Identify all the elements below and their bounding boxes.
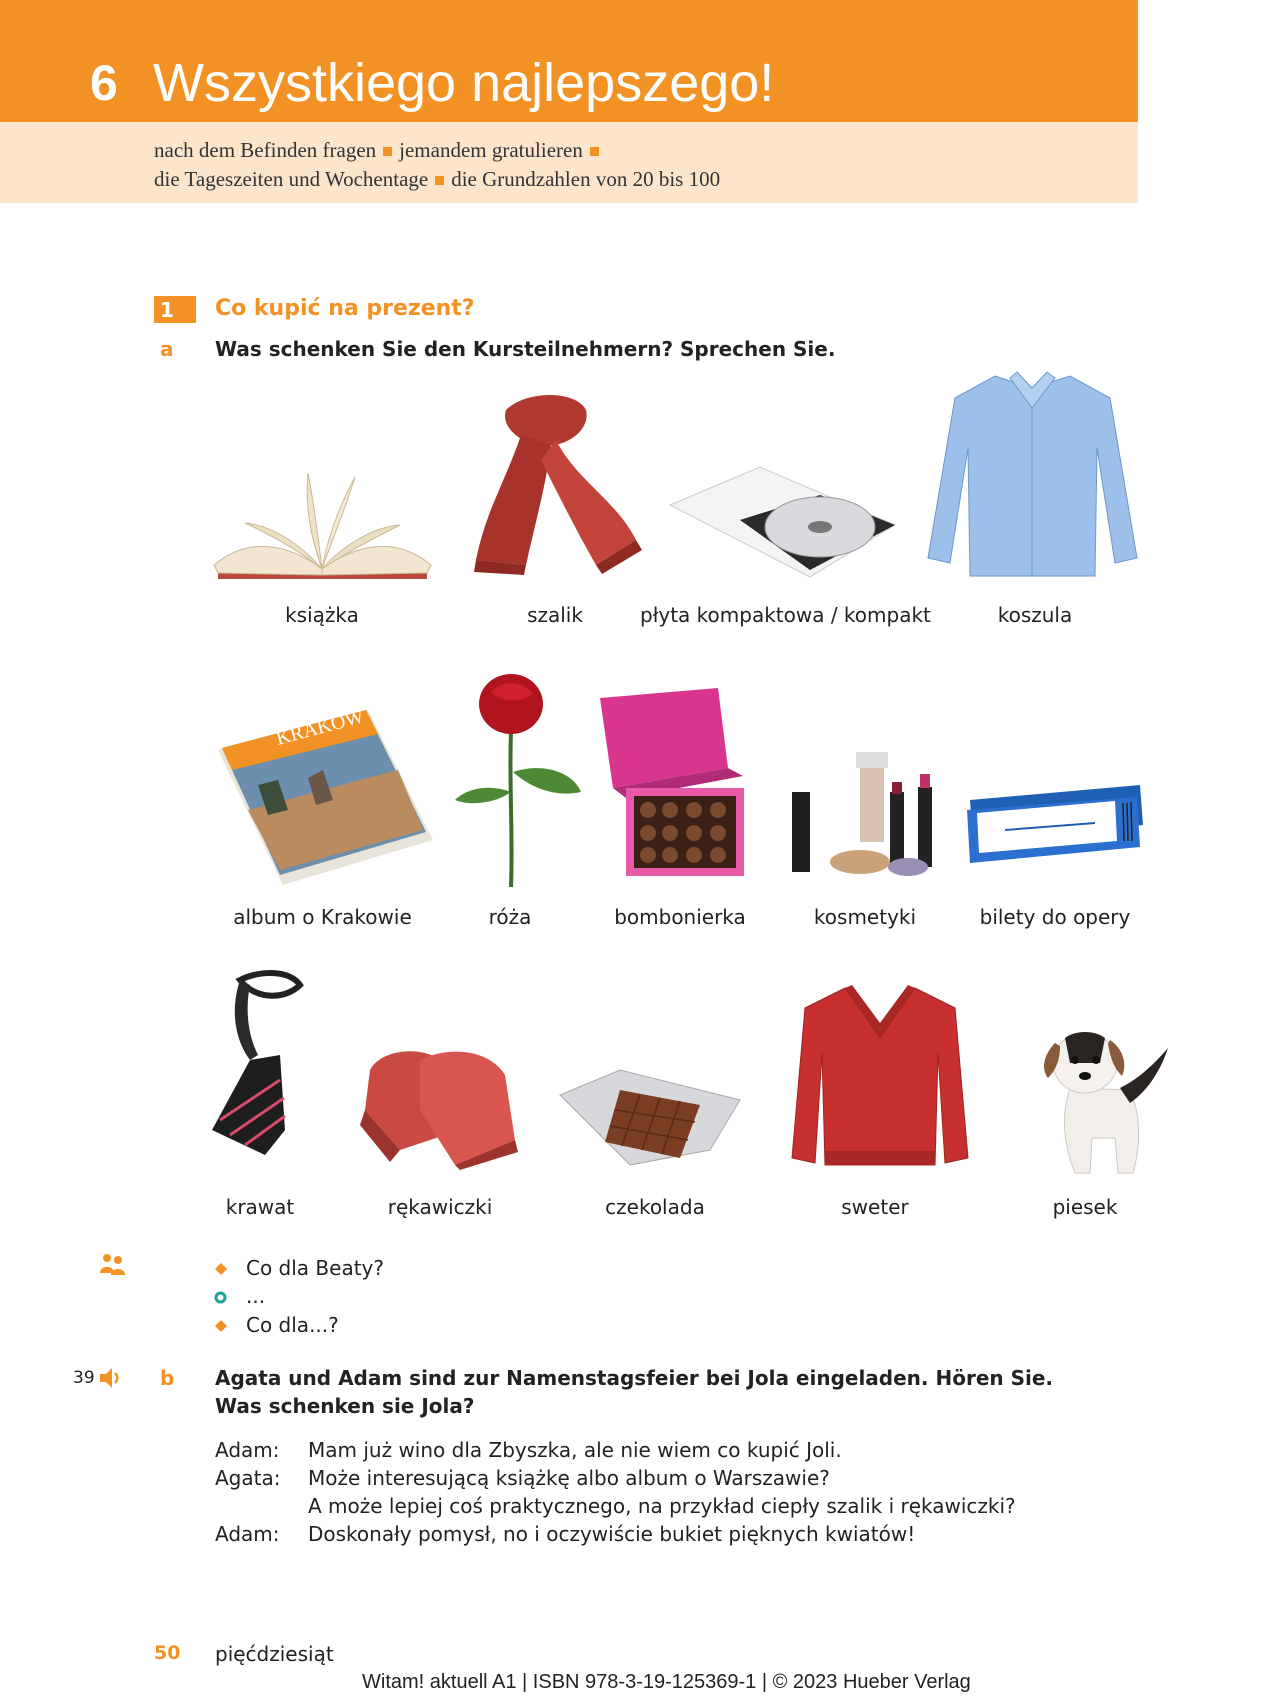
puppy-icon — [1030, 1018, 1170, 1178]
item-label: szalik — [527, 603, 583, 627]
pair-work-icon — [99, 1253, 125, 1275]
isbn-line: Witam! aktuell A1 | ISBN 978-3-19-125369-1 | © 2023 Hueber Verlag — [362, 1671, 971, 1693]
gloves-icon — [360, 1040, 520, 1170]
item-label: album o Krakowie — [233, 905, 412, 929]
scarf-icon — [466, 390, 646, 580]
item-label: płyta kompaktowa / kompakt — [640, 603, 931, 627]
dialogue-line: A może lepiej coś praktycznego, na przykład ciepły szalik i rękawiczki? — [308, 1494, 1016, 1518]
album-icon — [218, 705, 433, 885]
diamond-bullet-icon — [215, 1263, 227, 1275]
album-cover-text: KRAKÓW — [273, 705, 367, 750]
exercise-a-instruction: Was schenken Sie den Kursteilnehmern? Sprechen Sie. — [215, 337, 836, 361]
item-label: róża — [488, 905, 532, 929]
item-label: sweter — [841, 1195, 909, 1219]
exercise-b-instruction-1: Agata und Adam sind zur Namenstagsfeier bei Jola eingeladen. Hören Sie. — [215, 1366, 1054, 1390]
cosmetics-icon — [790, 752, 940, 877]
tickets-icon — [965, 775, 1145, 865]
dialogue-line: Mam już wino dla Zbyszka, ale nie wiem co kupić Joli. — [308, 1438, 842, 1462]
topic: nach dem Befinden fragen — [154, 138, 377, 162]
item-label: rękawiczki — [387, 1195, 493, 1219]
dialogue-line: Doskonały pomysł, no i oczywiście bukiet pięknych kwiatów! — [308, 1522, 916, 1546]
topics-line-2 — [154, 167, 720, 192]
chocolate-box-icon — [598, 688, 748, 880]
dialogue-prompt: Co dla...? — [246, 1313, 339, 1337]
topic: die Tageszeiten und Wochentage — [154, 167, 429, 191]
rose-icon — [453, 672, 583, 887]
book-icon — [210, 465, 435, 580]
topic: die Grundzahlen von 20 bis 100 — [451, 167, 721, 191]
bullet-square-icon — [435, 176, 444, 185]
chapter-number: 6 — [90, 55, 118, 111]
bullet-square-icon — [590, 147, 599, 156]
audio-track-number: 39 — [73, 1368, 95, 1388]
diamond-bullet-icon — [215, 1320, 227, 1332]
speaker-icon[interactable] — [98, 1366, 124, 1390]
chapter-title: Wszystkiego najlepszego! — [153, 53, 775, 113]
dialogue-line: Może interesującą książkę albo album o Warszawie? — [308, 1466, 830, 1490]
topics-line-1 — [154, 138, 606, 163]
exercise-letter-b: b — [160, 1366, 175, 1390]
dialogue-prompt: ... — [246, 1284, 266, 1308]
page-number: 50 — [154, 1642, 181, 1664]
shirt-icon — [925, 368, 1140, 580]
item-label: koszula — [997, 603, 1073, 627]
item-label: książka — [285, 603, 359, 627]
dialogue-speaker: Adam: — [215, 1438, 280, 1462]
item-label: krawat — [225, 1195, 295, 1219]
cd-icon — [670, 465, 895, 580]
page-number-word: pięćdziesiąt — [215, 1642, 334, 1666]
sweater-icon — [790, 983, 970, 1168]
section-title: Co kupić na prezent? — [215, 296, 475, 321]
dialogue-speaker: Agata: — [215, 1466, 281, 1490]
tie-icon — [210, 970, 310, 1165]
item-label: czekolada — [605, 1195, 705, 1219]
bullet-square-icon — [383, 147, 392, 156]
topic: jemandem gratulieren — [399, 138, 583, 162]
exercise-b-instruction-2: Was schenken sie Jola? — [215, 1394, 475, 1418]
section-number: 1 — [160, 298, 174, 322]
exercise-letter-a: a — [160, 337, 174, 361]
item-label: bilety do opery — [979, 905, 1131, 929]
chocolate-bar-icon — [560, 1070, 740, 1165]
item-label: bombonierka — [614, 905, 746, 929]
item-label: kosmetyki — [813, 905, 917, 929]
dialogue-prompt: Co dla Beaty? — [246, 1256, 384, 1280]
item-label: piesek — [1052, 1195, 1118, 1219]
circle-bullet-icon — [214, 1291, 227, 1304]
dialogue-speaker: Adam: — [215, 1522, 280, 1546]
